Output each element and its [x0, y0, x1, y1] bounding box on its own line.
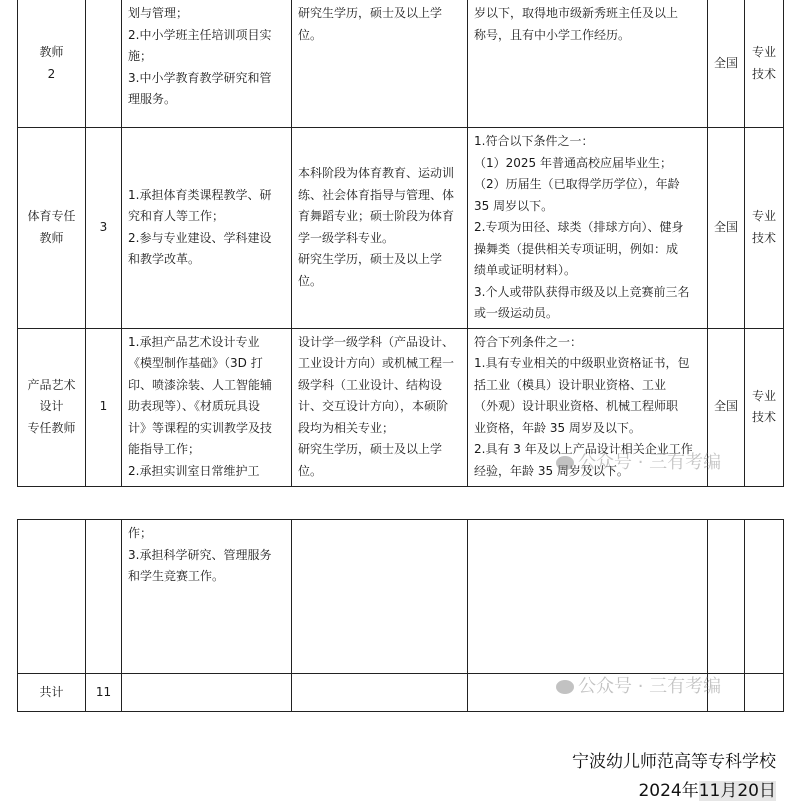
- education-line: 本科阶段为体育教育、运动训: [298, 166, 455, 181]
- requirement-line: 35 周岁以下。: [474, 198, 554, 213]
- position-title: 2: [47, 66, 56, 81]
- count-cell: 3: [86, 128, 122, 329]
- date-text: 2024年11月20日: [638, 781, 776, 801]
- education-cell: [292, 328, 468, 486]
- duty-line: 3.中小学教育教学研究和管: [128, 70, 272, 85]
- table-row: [18, 0, 784, 128]
- duty-line: 究和育人等工作；: [128, 209, 225, 224]
- count-cell: 1: [86, 328, 122, 486]
- category-label: 技术: [751, 410, 776, 424]
- watermark: 公众号 · 三有考编: [556, 448, 721, 474]
- position-title: 专任教师: [27, 420, 76, 435]
- duty-line: 助表现等）、《材质玩具设: [128, 399, 261, 413]
- duty-line: 《模型制作基础》（3D 打: [128, 356, 263, 370]
- total-count: 11: [86, 674, 122, 712]
- requirement-line: 绩单或证明材料）。: [474, 263, 577, 277]
- duties-cell: [122, 328, 292, 486]
- position-title: 体育专任: [27, 209, 76, 224]
- requirement-line: 括工业（模具）设计职业资格、工业: [474, 377, 667, 392]
- category-label: 专业: [751, 388, 776, 403]
- duty-line: 和学生竞赛工作。: [128, 569, 225, 583]
- requirement-line: 2.具有 3 年及以上产品设计相关企业工作: [474, 442, 693, 456]
- position-title: 产品艺术: [27, 377, 76, 392]
- category-label: 技术: [751, 66, 776, 81]
- requirement-line: 3.个人或带队获得市级及以上竞赛前三名: [474, 284, 690, 299]
- requirement-line: 经验，年龄 35 周岁及以下。: [474, 463, 629, 478]
- education-line: 段均为相关专业；: [298, 420, 395, 435]
- requirement-line: 1.符合以下条件之一：: [474, 134, 594, 148]
- requirement-line: 称号，且有中小学工作经历。: [474, 27, 631, 42]
- requirement-line: 业资格，年龄 35 周岁及以下。: [474, 420, 641, 435]
- education-line: 工业设计方向）或机械工程一: [298, 356, 455, 370]
- requirement-line: 操舞类（提供相关专项证明，例如：成: [474, 241, 679, 256]
- institution-name: 宁波幼儿师范高等专科学校: [572, 752, 776, 772]
- education-line: 位。: [298, 273, 323, 288]
- duty-line: 2.中小学班主任培训项目实: [128, 27, 272, 42]
- duties-cell: [122, 520, 292, 674]
- duty-line: 作；: [128, 526, 153, 540]
- count-cell: [86, 0, 122, 128]
- position-title: 教师: [39, 230, 64, 245]
- education-line: 学一级学科专业。: [298, 230, 395, 245]
- wechat-icon: [556, 680, 574, 694]
- duties-cell: [122, 128, 292, 329]
- scope-cell: 全国: [708, 0, 745, 128]
- requirement-line: 符合下列条件之一：: [474, 334, 583, 349]
- duty-line: 1.承担产品艺术设计专业: [128, 334, 260, 349]
- education-line: 位。: [298, 27, 323, 42]
- education-line: 计、交互设计方向），本硕阶: [298, 399, 449, 413]
- scope-cell: 全国: [708, 328, 745, 486]
- requirements-cell: [468, 0, 708, 128]
- education-line: 研究生学历，硕士及以上学: [298, 252, 443, 267]
- education-line: 级学科（工业设计、结构设: [298, 377, 443, 392]
- duty-line: 能指导工作；: [128, 442, 201, 456]
- recruitment-table: [17, 0, 784, 487]
- category-cell: [745, 328, 784, 486]
- position-title: 教师: [39, 45, 64, 59]
- duty-line: 和教学改革。: [128, 252, 201, 267]
- education-line: 研究生学历，硕士及以上学: [298, 442, 443, 456]
- duty-line: 3.承担科学研究、管理服务: [128, 547, 272, 562]
- position-cell: [18, 328, 86, 486]
- duty-line: 印、喷漆涂装、人工智能辅: [128, 377, 273, 392]
- table-row: [18, 520, 784, 674]
- position-cell: [18, 0, 86, 128]
- education-line: 位。: [298, 463, 323, 478]
- duty-line: 施；: [128, 49, 153, 63]
- duty-line: 划与管理；: [128, 6, 189, 20]
- table-row: [18, 128, 784, 329]
- requirement-line: （1）2025 年普通高校应届毕业生；: [474, 155, 672, 170]
- category-cell: [745, 0, 784, 128]
- requirements-cell: [468, 128, 708, 329]
- education-cell: [292, 0, 468, 128]
- education-line: 育舞蹈专业；硕士阶段为体育: [298, 209, 455, 224]
- position-title: 设计: [39, 399, 64, 414]
- duty-line: 2.参与专业建设、学科建设: [128, 230, 272, 245]
- duties-cell: [122, 0, 292, 128]
- education-line: 研究生学历，硕士及以上学: [298, 6, 443, 20]
- duty-line: 1.承担体育类课程教学、研: [128, 187, 272, 202]
- requirement-line: （外观）设计职业资格、机械工程师职: [474, 399, 679, 413]
- duty-line: 计》等课程的实训教学及技: [128, 420, 273, 435]
- requirement-line: 2.专项为田径、球类（排球方向）、健身: [474, 220, 684, 234]
- requirement-line: 或一级运动员。: [474, 306, 559, 320]
- scope-cell: 全国: [708, 128, 745, 329]
- duty-line: 理服务。: [128, 92, 177, 106]
- requirement-line: 岁以下，取得地市级新秀班主任及以上: [474, 6, 679, 20]
- category-label: 专业: [751, 209, 776, 224]
- requirement-line: 1.具有专业相关的中级职业资格证书，包: [474, 356, 690, 370]
- category-label: 技术: [751, 230, 776, 245]
- requirement-line: （2）历届生（已取得学历学位），年龄: [474, 177, 680, 191]
- position-cell: [18, 128, 86, 329]
- duty-line: 2.承担实训室日常维护工: [128, 463, 260, 478]
- total-label: 共计: [18, 674, 86, 712]
- watermark: 公众号 · 三有考编: [556, 672, 721, 698]
- education-cell: [292, 128, 468, 329]
- education-line: 设计学一级学科（产品设计、: [298, 334, 455, 349]
- wechat-icon: [556, 456, 574, 470]
- category-cell: [745, 128, 784, 329]
- category-label: 专业: [751, 45, 776, 59]
- education-line: 练、社会体育指导与管理、体: [298, 187, 455, 202]
